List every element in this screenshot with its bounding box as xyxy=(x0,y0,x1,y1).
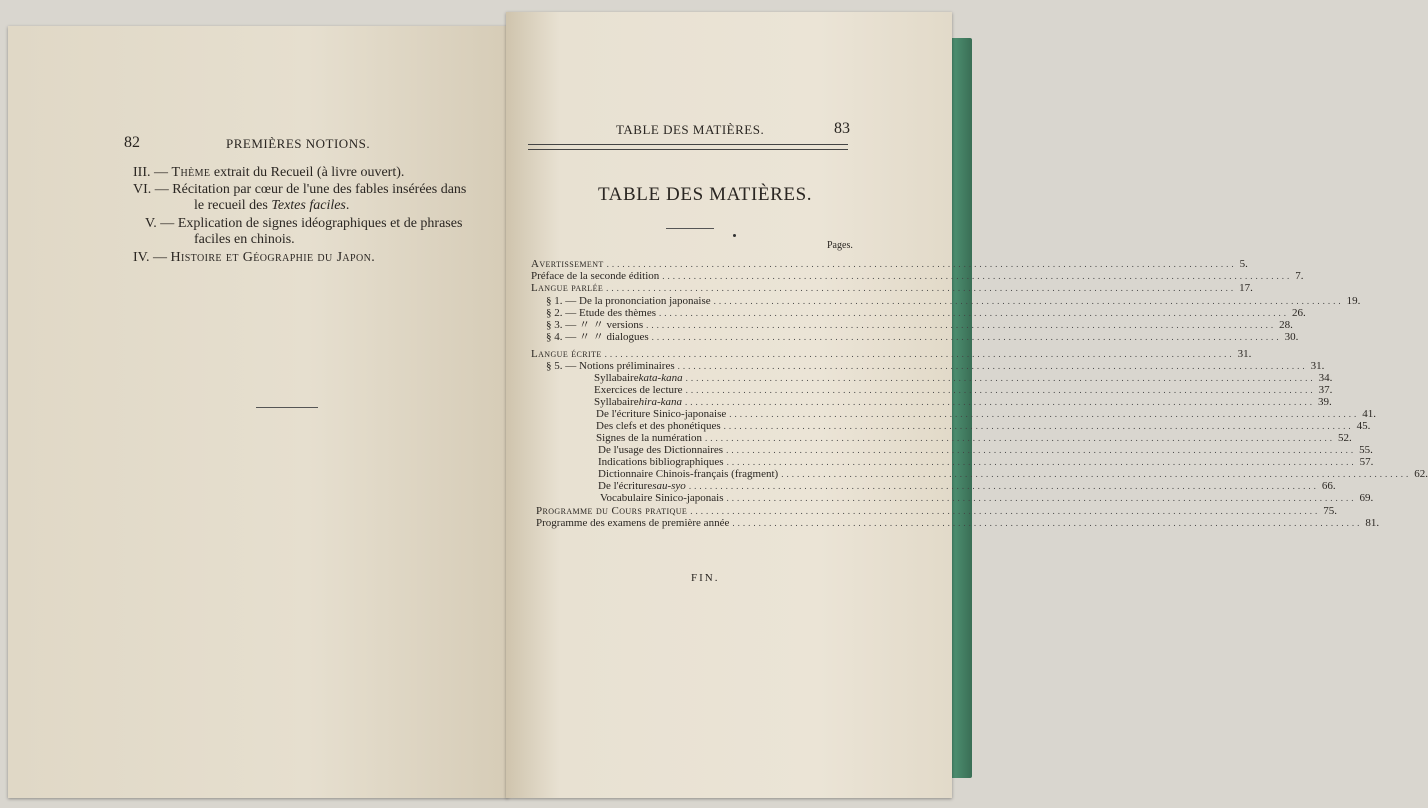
toc-entry-title: § 4. — 〃 〃 dialogues xyxy=(546,331,649,343)
toc-entry-page: 26. xyxy=(1291,307,1306,319)
toc-entry-title: De l'écriture Sinico-japonaise xyxy=(596,408,727,420)
page-number-left: 82 xyxy=(124,134,140,151)
exam-item-v: V. — Explication de signes idéographiques et de phrases xyxy=(145,216,463,231)
toc-entry-title: Signes de la numération xyxy=(596,432,703,444)
toc-leader-dots: ........................................................................................................................ xyxy=(688,481,1319,491)
toc-entry-page: 75. xyxy=(1323,505,1337,517)
toc-entry xyxy=(596,408,1377,420)
toc-entry-page: 17. xyxy=(1239,282,1253,294)
toc-title: TABLE DES MATIÈRES. xyxy=(598,184,813,205)
toc-entry-page: 5. xyxy=(1239,258,1248,270)
fin-label: FIN. xyxy=(691,572,720,584)
toc-leader-dots: ........................................................................................................................ xyxy=(690,506,1321,516)
toc-leader-dots: ........................................................................................................................ xyxy=(606,283,1237,293)
toc-entry-page: 19. xyxy=(1346,295,1361,307)
toc-entry xyxy=(531,282,1253,294)
running-head-right: TABLE DES MATIÈRES. xyxy=(616,122,765,137)
toc-entry-title: § 1. — De la prononciation japonaise xyxy=(546,295,711,307)
toc-entry-title: Exercices de lecture xyxy=(594,384,683,396)
toc-entry-title: Préface de la seconde édition xyxy=(531,270,660,282)
toc-leader-dots: ........................................................................................................................ xyxy=(726,445,1357,455)
toc-entry-italic: sau-syo xyxy=(652,480,686,492)
toc-entry xyxy=(536,505,1337,517)
toc-entry-title: Langue écrite xyxy=(531,348,602,360)
toc-leader-dots: ........................................................................................................................ xyxy=(658,308,1289,318)
toc-entry-title: § 3. — 〃 〃 versions xyxy=(546,319,644,331)
toc-entry-title: Langue parlée xyxy=(531,282,604,294)
toc-entry xyxy=(531,348,1252,360)
toc-entry-page: 55. xyxy=(1359,444,1373,456)
toc-entry xyxy=(594,384,1333,396)
toc-entry-page: 31. xyxy=(1237,348,1252,360)
toc-entry-page: 81. xyxy=(1365,517,1380,529)
exam-item-v-continued: faciles en chinois. xyxy=(194,232,295,247)
page-number-right: 83 xyxy=(834,120,850,137)
toc-entry-page: 30. xyxy=(1284,331,1299,343)
toc-entry xyxy=(531,270,1304,282)
toc-leader-dots: ........................................................................................................................ xyxy=(729,409,1360,419)
toc-entry-title: De l'écriture xyxy=(598,480,653,492)
section-divider-rule xyxy=(256,407,318,408)
ornament-dot xyxy=(733,234,736,237)
toc-entry xyxy=(598,444,1373,456)
toc-entry-title: De l'usage des Dictionnaires xyxy=(598,444,724,456)
toc-entry-page: 28. xyxy=(1279,319,1293,331)
toc-leader-dots: ........................................................................................................................ xyxy=(685,385,1316,395)
toc-leader-dots: ........................................................................................................................ xyxy=(685,397,1315,407)
toc-entry-page: 31. xyxy=(1310,360,1325,372)
toc-leader-dots: ........................................................................................................................ xyxy=(723,421,1354,431)
toc-entry-title: Syllabaire xyxy=(594,396,639,408)
toc-entry xyxy=(546,331,1299,343)
toc-entry-title: Des clefs et des phonétiques xyxy=(596,420,721,432)
toc-entry-italic: hira-kana xyxy=(638,396,682,408)
right-page xyxy=(506,12,1428,798)
toc-leader-dots: ........................................................................................................................ xyxy=(713,296,1344,306)
toc-entry xyxy=(594,372,1333,384)
toc-entry xyxy=(600,492,1374,504)
toc-leader-dots: ........................................................................................................................ xyxy=(732,518,1363,528)
toc-entry-page: 39. xyxy=(1318,396,1332,408)
toc-entry-page: 34. xyxy=(1318,372,1333,384)
toc-entry xyxy=(546,360,1325,372)
toc-entry-page: 62. xyxy=(1414,468,1428,480)
toc-entry-title: Indications bibliographiques xyxy=(598,456,724,468)
toc-entry xyxy=(546,307,1306,319)
toc-leader-dots: ........................................................................................................................ xyxy=(604,349,1235,359)
toc-leader-dots: ........................................................................................................................ xyxy=(662,271,1293,281)
toc-entry xyxy=(598,456,1374,468)
toc-entry xyxy=(596,432,1352,444)
toc-entry-title: Programme du Cours pratique xyxy=(536,505,688,517)
running-head-left: PREMIÈRES NOTIONS. xyxy=(226,136,371,151)
toc-entry xyxy=(596,420,1371,432)
left-page xyxy=(8,26,508,798)
toc-leader-dots: ........................................................................................................................ xyxy=(726,493,1357,503)
toc-entry-page: 57. xyxy=(1359,456,1374,468)
exam-item-iv: IV. — Histoire et Géographie du Japon. xyxy=(133,250,375,265)
toc-leader-dots: ........................................................................................................................ xyxy=(606,259,1237,269)
toc-entry-page: 45. xyxy=(1356,420,1371,432)
toc-entry-title: Programme des examens de première année xyxy=(536,517,730,529)
toc-entry xyxy=(536,517,1380,529)
toc-leader-dots: ........................................................................................................................ xyxy=(726,457,1357,467)
toc-leader-dots: ........................................................................................................................ xyxy=(781,469,1412,479)
toc-leader-dots: ........................................................................................................................ xyxy=(677,361,1308,371)
toc-entry-title: § 5. — Notions préliminaires xyxy=(546,360,675,372)
toc-entry-title: Avertissement xyxy=(531,258,604,270)
toc-entry-title: Vocabulaire Sinico-japonais xyxy=(600,492,724,504)
toc-entry-italic: kata-kana xyxy=(638,372,683,384)
toc-leader-dots: ........................................................................................................................ xyxy=(651,332,1282,342)
toc-entry-page: 69. xyxy=(1359,492,1374,504)
toc-entry xyxy=(594,396,1332,408)
toc-entry xyxy=(531,258,1248,270)
toc-leader-dots: ........................................................................................................................ xyxy=(705,433,1336,443)
exam-item-vi-continued: le recueil des Textes faciles. xyxy=(194,198,350,213)
toc-entry xyxy=(598,468,1428,480)
exam-item-vi: VI. — Récitation par cœur de l'une des fables insérées dans xyxy=(133,182,467,197)
toc-entry-page: 66. xyxy=(1321,480,1336,492)
toc-leader-dots: ........................................................................................................................ xyxy=(646,320,1277,330)
toc-entry-page: 7. xyxy=(1295,270,1304,282)
toc-entry-page: 41. xyxy=(1362,408,1377,420)
pages-column-label: Pages. xyxy=(827,240,853,251)
toc-entry-page: 37. xyxy=(1318,384,1333,396)
exam-item-iii: III. — Thème extrait du Recueil (à livre ouvert). xyxy=(133,165,405,180)
title-underline-rule xyxy=(666,228,714,229)
toc-entry-title: § 2. — Etude des thèmes xyxy=(546,307,656,319)
toc-entry xyxy=(546,319,1293,331)
toc-entry-title: Syllabaire xyxy=(594,372,639,384)
toc-entry xyxy=(546,295,1361,307)
toc-entry-title: Dictionnaire Chinois-français (fragment) xyxy=(598,468,779,480)
header-double-rule xyxy=(528,144,848,150)
toc-entry xyxy=(598,480,1336,492)
toc-leader-dots: ........................................................................................................................ xyxy=(685,373,1316,383)
toc-entry-page: 52. xyxy=(1338,432,1352,444)
